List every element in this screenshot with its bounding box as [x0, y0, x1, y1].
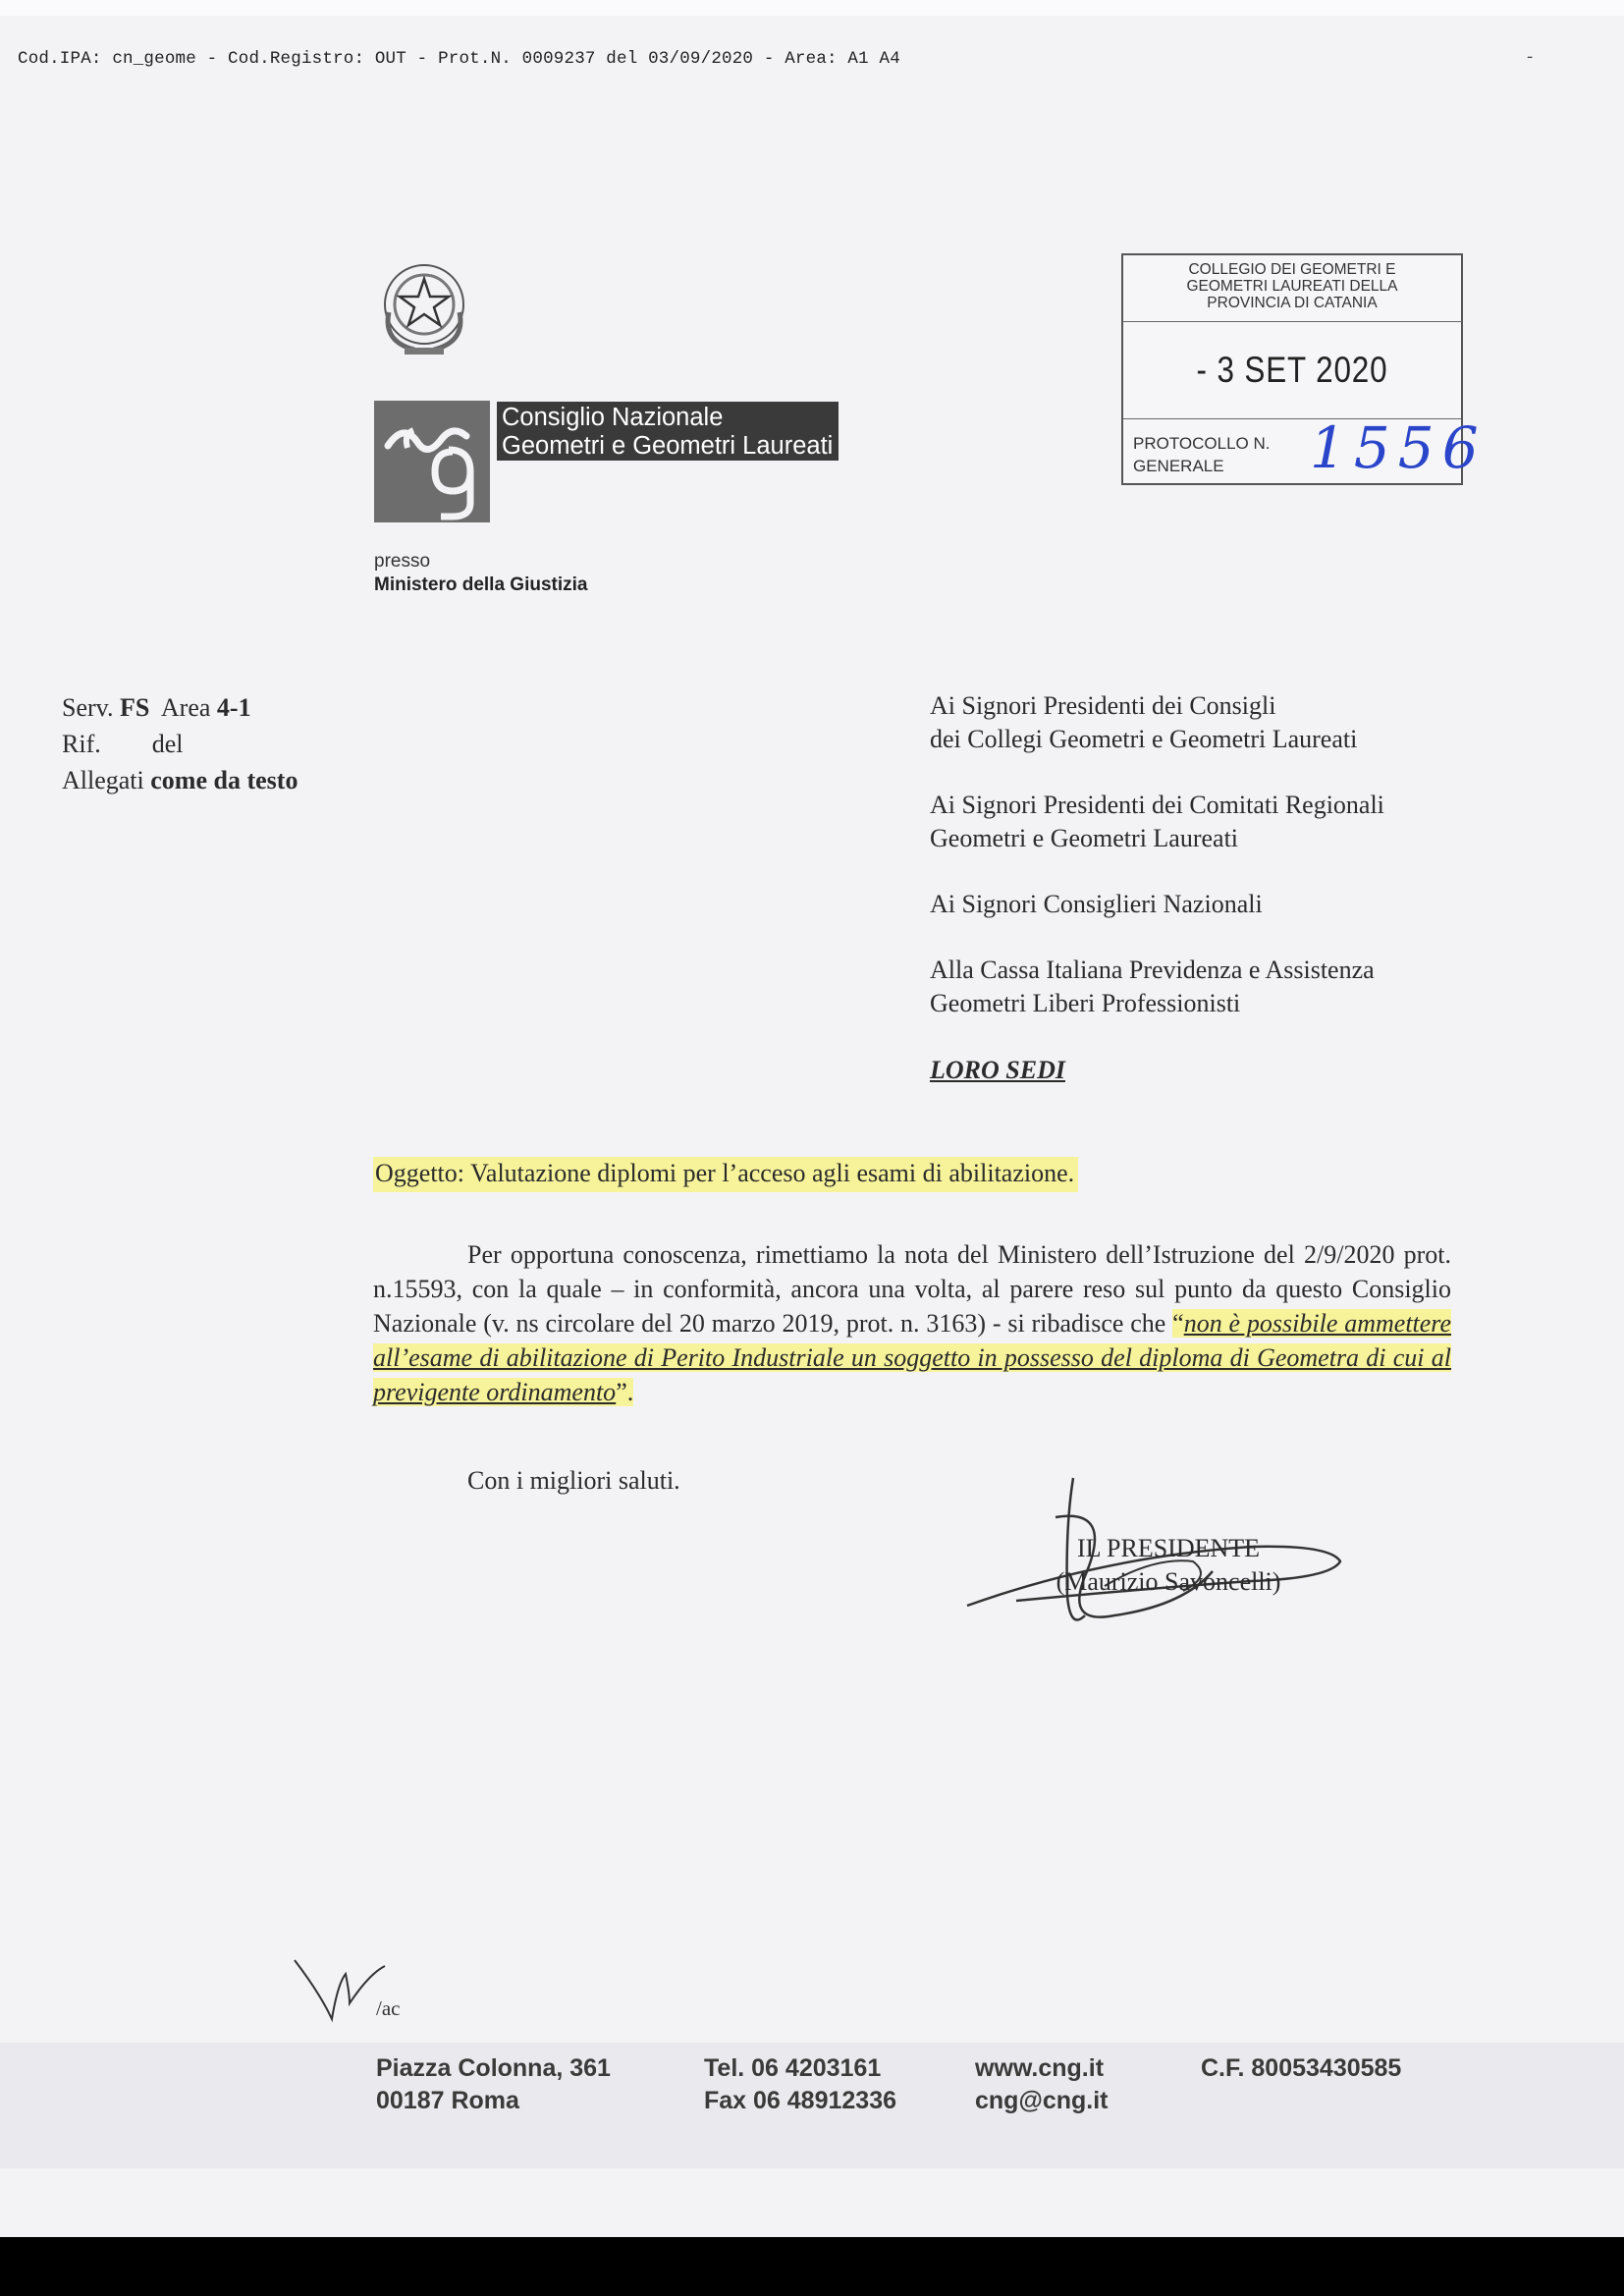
ministry-affiliation	[374, 550, 588, 597]
registry-header: Cod.IPA: cn_geome - Cod.Registro: OUT - Prot.N. 0009237 del 03/09/2020 - Area: A1 A4	[18, 49, 900, 69]
reference-block	[62, 689, 298, 798]
footer-phone	[704, 2052, 896, 2117]
area-prefix: Area	[160, 693, 211, 722]
letter-subject: Oggetto: Valutazione diplomi per l’acceso agli esami di abilitazione.	[373, 1157, 1078, 1192]
footer-tax-code	[1201, 2052, 1401, 2085]
stamp-protocol-number: 1556	[1310, 414, 1487, 481]
recipient-line: Geometri Liberi Professionisti	[930, 989, 1241, 1017]
recipient	[930, 789, 1519, 855]
email-link[interactable]: cng@cng.it	[975, 2087, 1109, 2114]
recipient-line: Ai Signori Presidenti dei Consigli	[930, 691, 1276, 720]
closing-salutation: Con i migliori saluti.	[467, 1466, 680, 1495]
typist-initials: /ac	[376, 1996, 401, 2020]
scan-top-edge	[0, 0, 1624, 16]
recipients-block	[930, 689, 1519, 1053]
quote-text: non è possibile ammettere all’esame di abilitazione di Perito Industriale un soggetto in possesso del diploma di Geometra di cui al previgente ordinamento	[373, 1309, 1451, 1406]
service-line	[62, 689, 298, 726]
open-quote: “	[1172, 1309, 1184, 1338]
fax-number: Fax 06 48912336	[704, 2087, 897, 2114]
rif-label: Rif.	[62, 730, 101, 758]
presso-label: presso	[374, 551, 431, 572]
del-label: del	[151, 730, 184, 758]
stamp-label-line1: PROTOCOLLO N.	[1133, 434, 1271, 453]
stamp-org-line: GEOMETRI LAUREATI DELLA	[1186, 278, 1398, 295]
org-name-line2: Geometri e Geometri Laureati	[502, 432, 834, 460]
org-name-line1: Consiglio Nazionale	[502, 404, 724, 431]
protocol-stamp	[1121, 253, 1487, 485]
stamp-label-line2: GENERALE	[1133, 457, 1224, 475]
address-line2: 00187 Roma	[376, 2087, 519, 2114]
stamp-protocol-label	[1133, 432, 1271, 477]
signatory-title: IL PRESIDENTE	[1076, 1534, 1261, 1562]
area-code: 4-1	[216, 693, 251, 722]
letter-body	[373, 1237, 1451, 1409]
allegati-value: come da testo	[150, 766, 298, 794]
close-quote: ”.	[616, 1378, 634, 1406]
stamp-date: - 3 SET 2020	[1196, 350, 1388, 390]
footer-web	[975, 2052, 1109, 2117]
body-intro: Per opportuna conoscenza, rimettiamo la nota del Ministero dell’Istruzione del 2/9/2020 prot. n.15593, con la quale – in conformità, ancora una volta, al parere reso sul punto da questo Consiglio Nazionale (v. ns circolare del 20 marzo 2019, prot. n. 3163) - si ribadisce che	[373, 1240, 1451, 1338]
rif-line	[62, 726, 298, 762]
header-trailing-mark: -	[1525, 49, 1536, 68]
italian-republic-emblem-icon	[374, 253, 474, 361]
signature-block	[1021, 1532, 1316, 1599]
recipient-line: dei Collegi Geometri e Geometri Laureati	[930, 725, 1358, 753]
stamp-org-line: PROVINCIA DI CATANIA	[1207, 295, 1378, 311]
recipient	[930, 954, 1519, 1020]
initials-mark-icon	[291, 1954, 389, 2023]
address-line1: Piazza Colonna, 361	[376, 2054, 611, 2082]
allegati-label: Allegati	[62, 766, 144, 794]
tax-code: C.F. 80053430585	[1201, 2054, 1402, 2082]
footer-address	[376, 2052, 611, 2117]
website-link[interactable]: www.cng.it	[975, 2054, 1105, 2082]
stamp-org-line: COLLEGIO DEI GEOMETRI E	[1188, 261, 1396, 278]
recipient-line: Ai Signori Consiglieri Nazionali	[930, 890, 1263, 918]
stamp-organization	[1123, 255, 1461, 322]
recipient-line: Ai Signori Presidenti dei Comitati Regionali	[930, 791, 1384, 819]
cng-logo-icon	[374, 401, 490, 522]
serv-prefix: Serv.	[62, 693, 114, 722]
phone-number: Tel. 06 4203161	[704, 2054, 882, 2082]
organization-name	[497, 402, 839, 461]
recipient-line: Alla Cassa Italiana Previdenza e Assistenza	[930, 956, 1375, 984]
serv-code: FS	[119, 693, 150, 722]
loro-sedi: LORO SEDI	[930, 1056, 1065, 1084]
signatory-name: (Maurizio Savoncelli)	[1056, 1567, 1281, 1596]
recipient	[930, 689, 1519, 756]
allegati-line	[62, 762, 298, 798]
recipient	[930, 888, 1519, 921]
recipient-line: Geometri e Geometri Laureati	[930, 824, 1239, 852]
ministry-name: Ministero della Giustizia	[374, 574, 588, 595]
